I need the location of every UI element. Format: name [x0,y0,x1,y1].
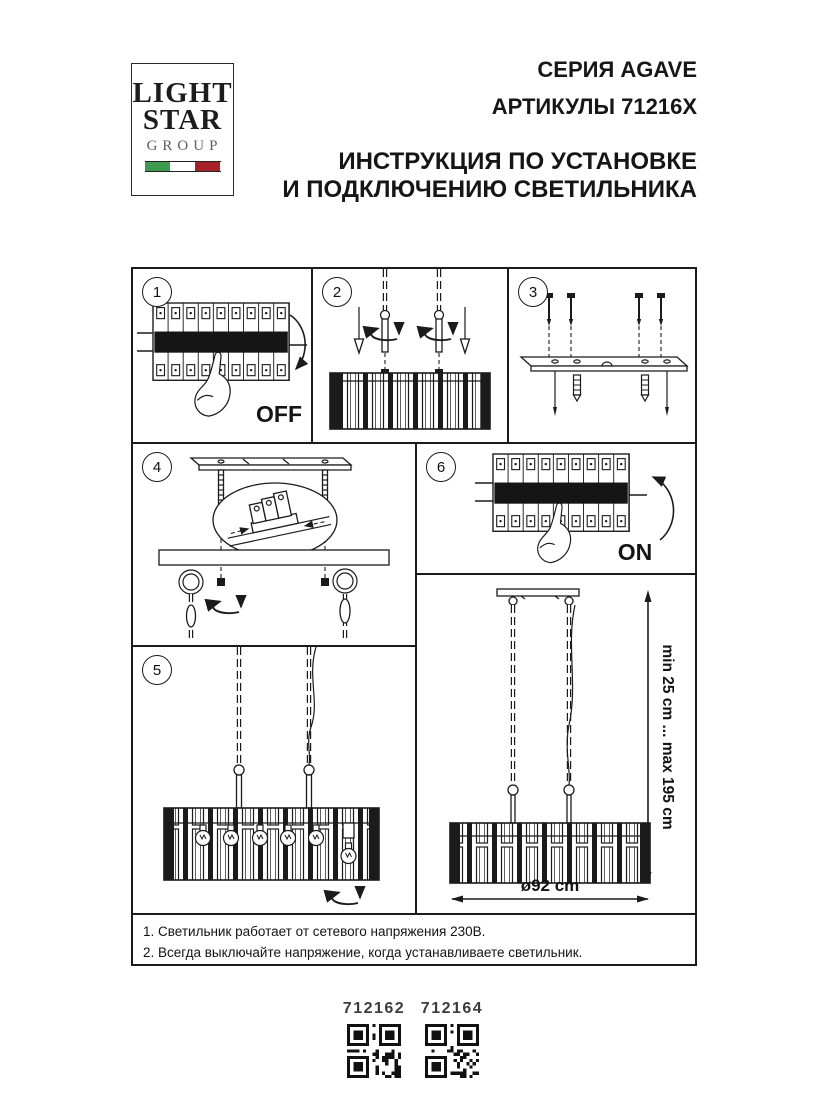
step-number-badge: 5 [142,655,172,685]
flag-green [145,162,170,171]
width-dimension-label: ø92 cm [520,876,580,895]
article-code: 712162 [342,1000,406,1017]
step-number-badge: 6 [426,452,456,482]
qr-code [425,1024,479,1078]
step-number-badge: 3 [518,277,548,307]
note-2: 2. Всегда выключайте напряжение, когда устанавливаете светильник. [143,945,583,960]
article-block-1 [334,1000,414,1078]
logo-word-group: GROUP [146,138,223,154]
height-dimension-label: min 25 cm ... max 195 cm [659,644,676,830]
step-number-badge: 2 [322,277,352,307]
step-panel-6 [415,442,697,575]
instruction-title-line2: И ПОДКЛЮЧЕНИЮ СВЕТИЛЬНИКА [282,176,697,203]
flag-red [195,162,220,171]
step-panel-5 [131,645,417,915]
step-panel-3 [507,267,697,444]
article-block-2 [412,1000,492,1078]
step-5-drawing [133,647,415,913]
on-label: ON [617,539,653,565]
instruction-title [282,148,697,204]
logo-word-light: LIGHT [132,77,233,109]
qr-code [347,1024,401,1078]
step-panel-1 [131,267,313,444]
step-number-badge: 4 [142,452,172,482]
dimensions-panel [415,573,697,915]
dimensions-drawing [417,575,695,913]
instruction-title-line1: ИНСТРУКЦИЯ ПО УСТАНОВКЕ [338,148,697,175]
step-4-drawing [133,444,415,645]
note-1: 1. Светильник работает от сетевого напряжения 230В. [143,924,486,939]
step-panel-4 [131,442,417,647]
flag-white [170,162,195,171]
series-title: СЕРИЯ AGAVE [537,57,697,82]
article-code: 712164 [420,1000,484,1017]
articles-title: АРТИКУЛЫ 71216X [491,94,697,119]
notes-box [131,913,697,966]
step-6-drawing [417,444,695,573]
step-panel-2 [311,267,509,444]
logo-word-star: STAR [142,104,223,136]
brand-logo [131,63,234,196]
document-header [282,57,697,204]
italian-flag-stripe [145,161,221,172]
step-number-badge: 1 [142,277,172,307]
off-label: OFF [256,401,302,427]
